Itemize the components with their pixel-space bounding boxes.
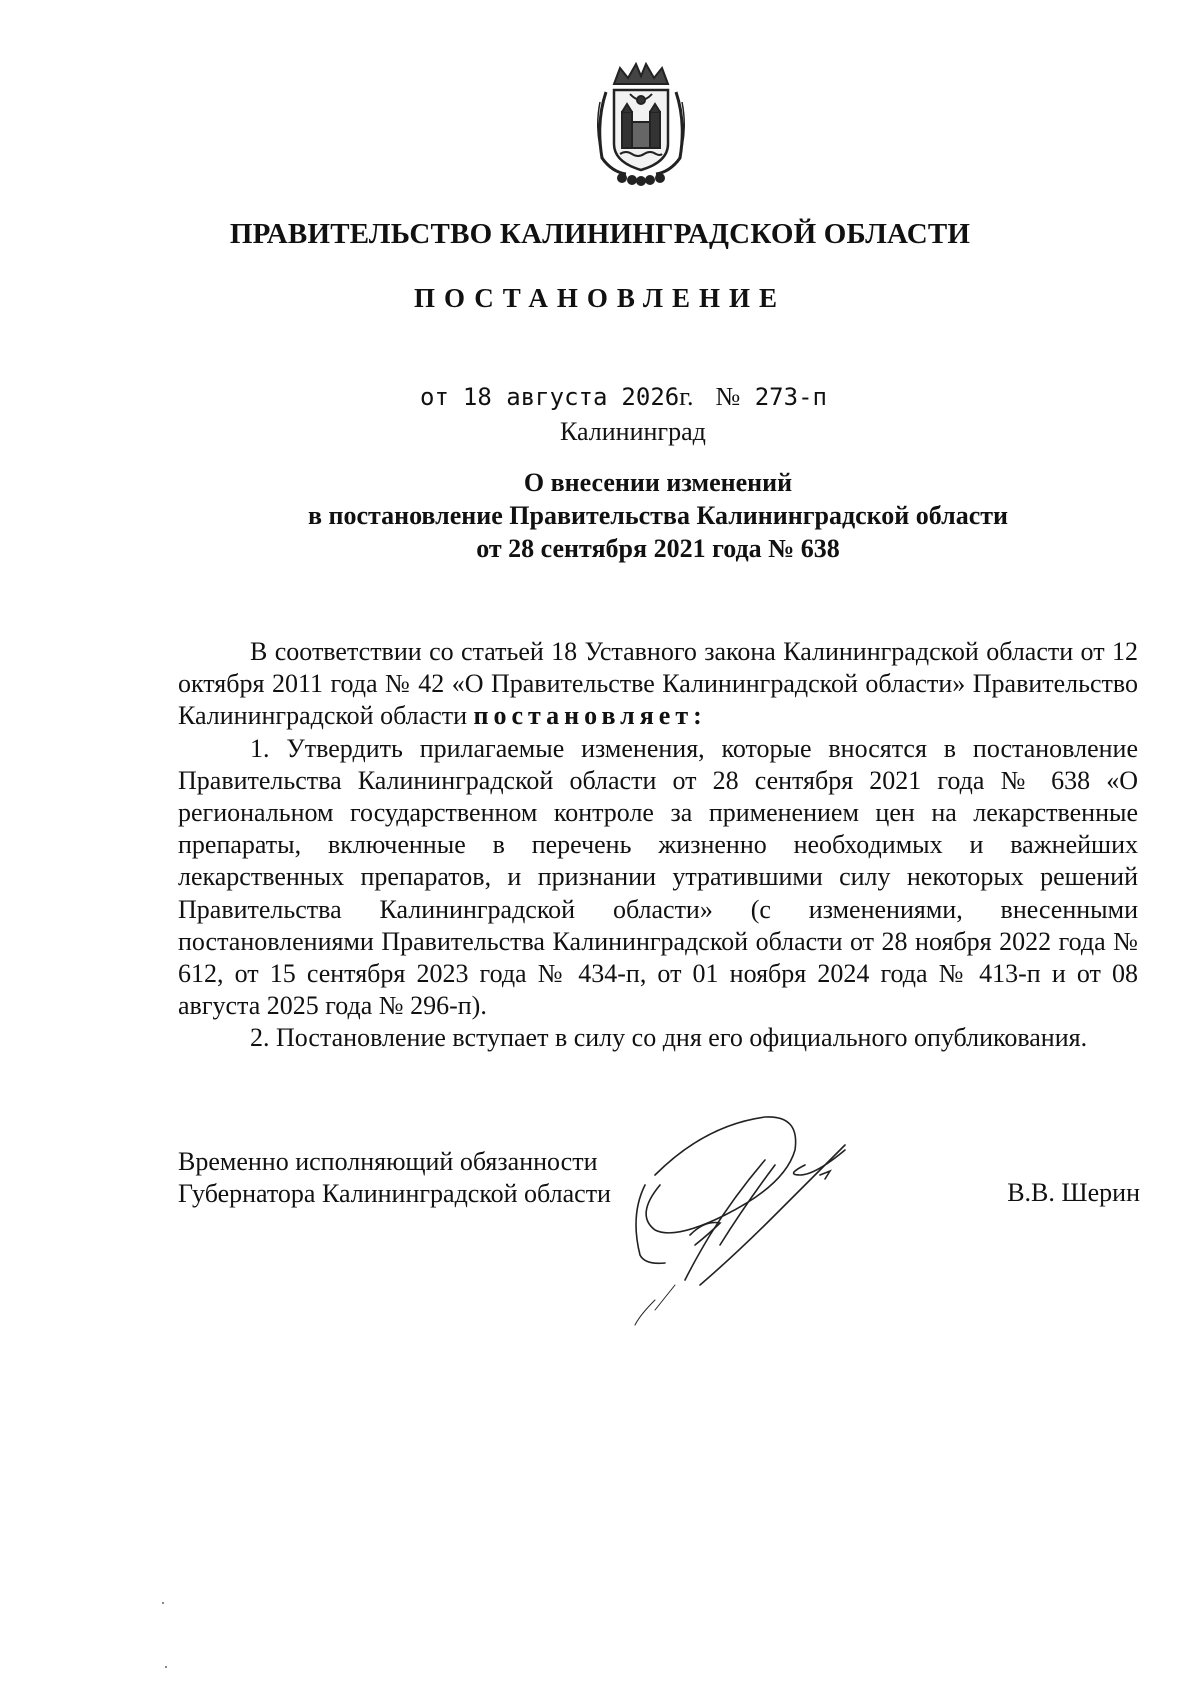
date-prefix: от bbox=[420, 383, 449, 411]
document-type: ПОСТАНОВЛЕНИЕ bbox=[413, 283, 787, 313]
date-day: 18 bbox=[462, 383, 492, 411]
position-line-2: Губернатора Калининградской области bbox=[178, 1179, 611, 1208]
document-city: Калининград bbox=[560, 417, 706, 446]
scan-speck bbox=[165, 1666, 167, 1668]
document-number: 273-п bbox=[754, 383, 827, 411]
subject-line-3: от 28 сентября 2021 года № 638 bbox=[476, 534, 840, 563]
signatory-position bbox=[178, 1146, 611, 1210]
preamble-paragraph bbox=[178, 636, 1138, 733]
document-date-number bbox=[420, 382, 827, 412]
date-month: августа bbox=[506, 383, 608, 411]
document-subject bbox=[178, 466, 1138, 565]
position-line-1: Временно исполняющий обязанности bbox=[178, 1147, 598, 1176]
subject-line-1: О внесении изменений bbox=[523, 468, 793, 497]
preamble-text: В соответствии со статьей 18 Уставного закона Калининградской области от 12 октября 2011 года № 42 «О Правительстве Калининградской области» Правительство Калининградской области bbox=[178, 637, 1138, 731]
item-1-paragraph: 1. Утвердить прилагаемые изменения, которые вносятся в постановление Правительства Калининградской области от 28 сентября 2021 года № 638 «О региональном государственном контроле за применением цен на лекарственные препараты, включенные в перечень жизненно необходимых и важнейших лекарственных препаратов, и признании утратившими силу некоторых решений Правительства Калининградской области» (с изменениями, внесенными постановлениями Правительства Калининградской области от 28 ноября 2022 года № 612, от 15 сентября 2023 года № 434-п, от 01 ноября 2024 года № 413-п и от 08 августа 2025 года № 296-п). bbox=[178, 733, 1138, 1021]
document-body bbox=[178, 636, 1138, 1055]
handwritten-signature-icon bbox=[615, 1105, 935, 1335]
organization-title: ПРАВИТЕЛЬСТВО КАЛИНИНГРАДСКОЙ ОБЛАСТИ bbox=[229, 218, 971, 250]
decree-word: постановляет: bbox=[473, 701, 707, 731]
scan-speck bbox=[162, 1602, 164, 1604]
coat-of-arms-icon bbox=[592, 62, 690, 186]
item-2-paragraph: 2. Постановление вступает в силу со дня его официального опубликования. bbox=[250, 1023, 1088, 1053]
subject-line-2: в постановление Правительства Калининградской области bbox=[307, 501, 1009, 530]
date-year: 2026 bbox=[621, 383, 680, 411]
number-sign: № bbox=[715, 382, 741, 411]
signatory-name: В.В. Шерин bbox=[1007, 1178, 1140, 1207]
date-year-suffix: г. bbox=[679, 382, 694, 411]
